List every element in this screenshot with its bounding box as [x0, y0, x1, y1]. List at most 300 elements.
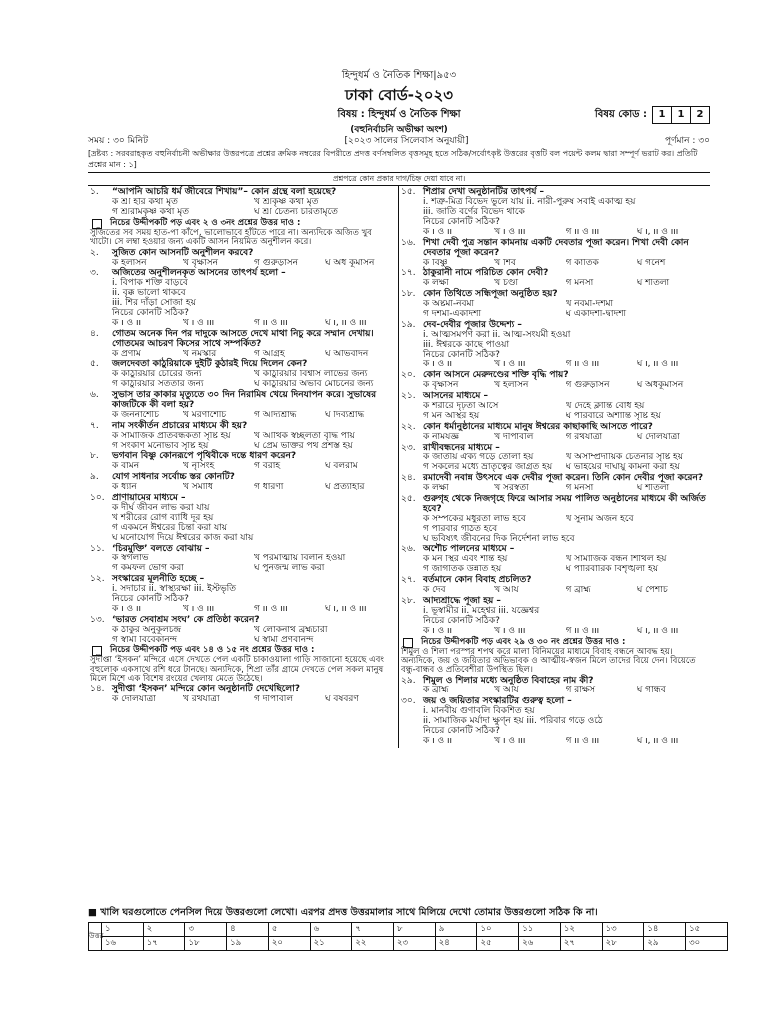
- answer-option[interactable]: [566, 525, 709, 535]
- answer-option[interactable]: ক দোলযাত্রা: [112, 695, 156, 705]
- option-row: [401, 484, 708, 494]
- answer-option[interactable]: খ লোকনাথ ব্রহ্মচারী: [254, 625, 328, 635]
- answer-option[interactable]: খ দীপাবলি: [494, 432, 534, 442]
- answer-option[interactable]: ক বামন: [112, 462, 140, 472]
- answer-option[interactable]: ঘ শীতলা: [636, 279, 670, 289]
- answer-option[interactable]: খ নমস্কার: [183, 349, 217, 359]
- answer-option[interactable]: ঘ পরিবারে অশান্তি সৃষ্টি হয়: [565, 411, 661, 421]
- question-text: সুভাস তার কাকার মৃত্যুতে ৩০ দিন নিরামিষ খেয়ে দিনযাপন করে। সুভাষের কাজটিকে কী বলা হয়?: [112, 390, 377, 411]
- statement-line: i. শত্রু-মিত্র বিভেদ ভুলে যায় ii. নারী-পুরুষ সবাই একাত্ম হয়: [423, 197, 636, 208]
- answer-cell[interactable]: ২৫: [477, 937, 519, 951]
- answer-cell[interactable]: ৯: [435, 923, 477, 937]
- question-number: ২৪.: [401, 473, 416, 484]
- question-number: ১৬.: [401, 237, 416, 248]
- answer-cell[interactable]: ১০: [477, 923, 519, 937]
- board-title: ঢাকা বোর্ড-২০২৩: [345, 86, 453, 104]
- option-row: [401, 259, 708, 269]
- answer-cell[interactable]: ২৭: [560, 937, 602, 951]
- answer-cell[interactable]: ২৮: [602, 937, 644, 951]
- stimulus-heading-text: নিচের উদ্দীপকটি পড় এবং ১৪ ও ১৫ নং প্রশ্নের উত্তর দাও :: [110, 645, 315, 656]
- answer-option[interactable]: ক i ও ii: [423, 227, 453, 237]
- question-number: ২৩.: [401, 442, 416, 453]
- question-text: নাম সংকীর্তন প্রচারের মাধ্যমে কী হয়?: [112, 420, 248, 431]
- answer-option[interactable]: গ ধারণা: [254, 483, 284, 493]
- answer-option[interactable]: ঘ i, ii ও iii: [636, 227, 679, 237]
- answer-option[interactable]: ঘ কাঠুরিয়ার অভাব মোচনের জন্য: [254, 380, 374, 390]
- answer-option[interactable]: ক ব্রাহ্ম: [423, 686, 449, 696]
- answer-option[interactable]: ক লক্ষী: [423, 279, 449, 289]
- answer-row: [89, 937, 728, 951]
- notice-text: প্রশ্নপত্রে কোন প্রকার দাগ/চিহ্ন দেয়া যাবে না।: [332, 174, 466, 184]
- answer-option[interactable]: ক প্রণাম: [112, 349, 141, 359]
- book-header: হিন্দুধর্ম ও নৈতিক শিক্ষা|৯৫৩: [341, 70, 457, 81]
- statement-line: i. ভূস্বামীর ii. মহেশ্বর iii. যজ্ঞেশ্বর: [423, 605, 540, 616]
- answer-cell[interactable]: ১৬: [102, 937, 144, 951]
- statement-line: i. বিপাক শক্তি বাড়বে: [112, 278, 188, 289]
- answer-option[interactable]: খ অসাম্প্রদায়িক চেতনার সৃষ্টি হয়: [565, 453, 684, 463]
- option-row: [401, 433, 708, 443]
- option-row: [90, 483, 396, 493]
- option-grid: [90, 432, 396, 452]
- question-number: ১৪.: [90, 684, 105, 695]
- answer-option[interactable]: ক বিষ্ণু: [423, 258, 448, 268]
- answer-cell[interactable]: ২১: [310, 937, 352, 951]
- answer-option[interactable]: খ আর্য: [494, 686, 519, 696]
- answer-option[interactable]: ঘ অর্ধ কূর্মাসন: [325, 258, 375, 268]
- answer-option[interactable]: গ পরিবার গঠিত হবে: [423, 524, 498, 534]
- question-number: ৭.: [90, 420, 99, 431]
- question-number: ২২.: [401, 421, 416, 432]
- answer-option[interactable]: গ দীপাবলি: [254, 695, 294, 705]
- answer-cell[interactable]: ১১: [519, 923, 561, 937]
- answer-label: উত্তর: [89, 923, 102, 951]
- answer-option[interactable]: খ মরণাশৌচ: [183, 410, 227, 420]
- answer-option[interactable]: গ মন অস্থির হয়: [423, 411, 480, 421]
- answer-option[interactable]: গ শ্রীরামকৃষ্ণ কথা মৃত: [112, 208, 190, 218]
- statement-line: ঘ ভবিষ্যৎ জীবনের দিক নির্দেশনা লাভ হবে: [423, 533, 575, 544]
- question-number: ৪.: [90, 328, 99, 339]
- answer-option[interactable]: ক সম্পর্কের মধুরতা লাভ হবে: [423, 514, 526, 524]
- statement-line: i. সদাচার ii. স্বাস্থ্যরক্ষা iii. ইস্টভৃতি: [112, 584, 236, 595]
- answer-cell[interactable]: ২: [143, 923, 185, 937]
- question-text: সুজিত কোন আসনটি অনুশীলন করবে?: [112, 247, 254, 258]
- syllabus-text: [২০২৩ সালের সিলেবাস অনুযায়ী]: [344, 136, 469, 147]
- answer-option[interactable]: খ সরস্বতী: [494, 484, 529, 494]
- question-item: [90, 330, 396, 350]
- stimulus-body: শিমুল ও শিলা পরস্পর শপথ করে মালা বিনিময়ের মাধ্যমে বিবাহ বন্ধনে আবদ্ধ হয়। অন্যদিকে, জয় ও জয়িতার অভিভাবক ও আত্মীয়-স্বজন মিলে তাদের বিয়ে দেন। বিয়েতে বন্ধু-বান্ধব ও প্রতিবেশীরা উপস্থিত ছিল।: [401, 646, 696, 676]
- answer-option[interactable]: ক নামযজ্ঞ: [423, 432, 459, 442]
- answer-option[interactable]: খ রথযাত্রা: [183, 695, 220, 705]
- answer-option[interactable]: ঘ শ্রী চৈতন্য চরিতামৃতে: [254, 208, 338, 218]
- question-item: [90, 188, 396, 198]
- answer-option[interactable]: ঘ দোলযাত্রা: [636, 432, 680, 442]
- question-text: কোন ধর্মানুষ্ঠানের মাধ্যমে মানুষ ঈশ্বরের কাছাকাছি আসতে পারে?: [423, 421, 653, 432]
- time-text: সময় : ৩০ মিনিট: [88, 136, 148, 147]
- answer-option[interactable]: ঘ i, ii ও iii: [325, 604, 367, 614]
- answer-option[interactable]: ক জননাশৌচ: [112, 410, 159, 420]
- statement-line: iii. ঈশ্বরকে কাছে পাওয়া: [423, 339, 510, 350]
- sub-question: নিচের কোনটি সঠিক?: [423, 349, 500, 360]
- answer-option[interactable]: ক লক্ষী: [423, 484, 449, 494]
- answer-option[interactable]: গ ii ও iii: [565, 626, 600, 636]
- answer-option[interactable]: খ আর্য: [494, 586, 519, 596]
- answer-cell[interactable]: ১৩: [602, 923, 644, 937]
- code-digit: 1: [652, 106, 672, 124]
- answer-option[interactable]: খ i ও iii: [494, 360, 526, 370]
- option-row: [90, 411, 396, 421]
- answer-cell[interactable]: ৩: [185, 923, 227, 937]
- answer-option[interactable]: খ নবমী-দশমী: [565, 300, 614, 310]
- answer-option[interactable]: ক স্বর্গলাভ: [112, 554, 149, 564]
- exam-page: [88, 62, 710, 748]
- option-row: [401, 627, 708, 637]
- answer-option[interactable]: ক i ও ii: [423, 736, 453, 746]
- answer-table: [88, 922, 728, 951]
- instruction-text: [দ্রষ্টব্য : সরবরাহকৃত বহুনির্বাচনী অভীক্ষার উত্তরপত্রে প্রশ্নের ক্রমিক নম্বরের বিপরীতে প্রদত্ত বর্ণসম্বলিত বৃত্তসমূহ হতে সঠিক/সর্বোৎকৃষ্ট উত্তরের বৃত্তটি বল পয়েন্ট কলম দ্বারা সম্পূর্ণ ভরাট কর। প্রতিটি প্রশ্নের মান : ১]: [88, 149, 710, 173]
- question-item: [90, 685, 396, 695]
- answer-option[interactable]: ঘ i, ii ও iii: [636, 626, 679, 636]
- answer-option[interactable]: ঘ স্বামী প্রণবানন্দ: [254, 635, 314, 645]
- answer-option[interactable]: গ কর্মফল ভোগ করা: [112, 564, 184, 574]
- question-text: বর্তমানে কোন বিবাহ প্রচলিত?: [423, 575, 532, 586]
- answer-option[interactable]: ঘ পুনর্জন্ম লাভ করা: [254, 564, 325, 574]
- statement-line: ii. সামাজিক মর্যাদা ক্ষুণ্ন হয় iii. পরিবার গড়ে ওঠে: [423, 716, 603, 727]
- answer-cell[interactable]: ৬: [310, 923, 352, 937]
- question-number: ১৯.: [401, 319, 416, 330]
- answer-option[interactable]: ঘ দিব্যশ্রাদ্ধ: [325, 410, 365, 420]
- sub-question: নিচের কোনটি সঠিক?: [423, 615, 500, 626]
- answer-option[interactable]: ক অষ্টমী-নবমী: [423, 300, 475, 310]
- option-row: [401, 737, 708, 747]
- answer-option[interactable]: ঘ i, ii ও iii: [636, 736, 679, 746]
- question-text: কোন আসনে মেরুদণ্ডের শক্তি বৃদ্ধি পায়?: [423, 370, 569, 381]
- answer-option[interactable]: খ পরমাত্মায় বিলীন হওয়া: [254, 554, 346, 564]
- answer-cell[interactable]: ১২: [560, 923, 602, 937]
- stimulus-body: সুদীপ্তা ‘ইসকন’ মন্দিরে এসে দেখতে পেল একটি চাকাওয়ালা গাড়ি সাজানো হয়েছে এবং বহুলোক একসাথে রশি ধরে টানছে। অন্যদিকে, শিপ্রা তাঁর গ্রামে দেখতে পেল সকল মানুষ মিলে মিশে এক বিশেষ রংয়ের খেলায় মেতে উঠেছে।: [90, 655, 384, 685]
- question-text: “আপনি আচরি ধর্ম জীবেরে শিখায়”– কোন গ্রন্থে বলা হয়েছে?: [112, 187, 337, 198]
- answer-option[interactable]: ঘ প্রেম ভক্তির পথ প্রশস্ত হয়: [254, 441, 353, 451]
- question-text: সংস্কারের মূলনীতি হচ্ছে –: [112, 574, 205, 585]
- answer-option[interactable]: ঘ বলরাম: [325, 462, 358, 472]
- answer-cell[interactable]: ২০: [268, 937, 310, 951]
- answer-option[interactable]: ঘ পারিবারিক বিশৃঙ্খলা হয়: [565, 565, 659, 575]
- question-text: সুদীপ্তা ‘ইসকন’ মন্দিরে কোন অনুষ্ঠানটি দেখেছিলো?: [112, 684, 300, 695]
- answer-option[interactable]: খ বৃক্ষাসন: [183, 258, 218, 268]
- answer-option[interactable]: গ সকলের মধ্যে ভ্রাতৃত্বের জাগ্রত হয়: [423, 463, 553, 473]
- answer-cell[interactable]: ৭: [352, 923, 394, 937]
- answer-option[interactable]: ঘ গান্ধর্ব: [636, 686, 666, 696]
- statement-line: i. আত্মসমর্পণ করা ii. আত্ম-সংযমী হওয়া: [423, 329, 571, 340]
- statement-line: iii. জাতি বর্ণের বিভেদ থাকে: [423, 207, 525, 218]
- question-text: কোন তিথিতে সন্ধিপূজা অনুষ্ঠিত হয়?: [423, 289, 558, 300]
- answer-cell[interactable]: ১: [102, 923, 144, 937]
- statement-line: i. মানবীয় গুণাবলি বিকশিত হয়: [423, 706, 535, 717]
- statement-line: খ শরীরের রোগ ব্যাধি দূর হয়: [112, 512, 214, 523]
- answer-option[interactable]: গ কাঠুরিয়ার সততার জন্য: [112, 380, 204, 390]
- answer-option[interactable]: ঘ ভাইয়ের দীর্ঘায়ু কামনা করা হয়: [565, 463, 680, 473]
- answer-cell[interactable]: ১৮: [185, 937, 227, 951]
- statement-line: iii. শির দাঁড়া সোজা হয়: [112, 298, 196, 309]
- question-text: যোগ সাধনার সর্বোচ্চ স্তর কোনটি?: [112, 472, 235, 483]
- answer-option[interactable]: ক হলাসন: [112, 258, 147, 268]
- answer-cell[interactable]: ২৩: [394, 937, 436, 951]
- answer-cell[interactable]: ১৭: [143, 937, 185, 951]
- answer-option[interactable]: গ স্বামী বিবেকানন্দ: [112, 635, 177, 645]
- answer-option[interactable]: খ আর্থিক স্বচ্ছলতা বৃদ্ধি পায়: [254, 431, 355, 441]
- question-number: ৬.: [90, 390, 99, 401]
- question-text: গুরুগৃহ থেকে নিজগৃহে ফিরে আসার সময় পালিত অনুষ্ঠানের মাধ্যমে কী অর্জিত হবে?: [423, 494, 706, 514]
- question-number: ২.: [90, 247, 99, 258]
- answer-row: [89, 923, 728, 937]
- answer-option[interactable]: খ শিব: [494, 258, 516, 268]
- question-text: অজিতের অনুশীলনকৃত আসনের তাৎপর্য হলো –: [112, 268, 286, 279]
- answer-option[interactable]: ক বৃক্ষাসন: [423, 381, 459, 391]
- answer-option[interactable]: গ আগ্রহ: [254, 349, 285, 359]
- option-grid: [90, 198, 396, 218]
- question-item: [401, 576, 708, 586]
- answer-option[interactable]: খ হলাসন: [494, 381, 529, 391]
- stimulus-heading: [401, 638, 708, 648]
- option-grid: [90, 626, 396, 646]
- question-item: [401, 444, 708, 454]
- answer-option[interactable]: গ ii ও iii: [565, 736, 600, 746]
- question-number: ৩০.: [401, 696, 416, 707]
- question-item: [90, 360, 396, 370]
- question-text: অশৌচ পালনের মাধ্যমে –: [423, 544, 515, 555]
- option-row: [401, 381, 708, 391]
- answer-option[interactable]: ঘ একাদশী-দ্বাদশী: [565, 310, 627, 319]
- answer-cell[interactable]: ৪: [227, 923, 269, 937]
- answer-option[interactable]: ঘ পৈশাচ: [636, 586, 668, 596]
- option-row: [401, 228, 708, 238]
- answer-option[interactable]: গ রাক্ষস: [565, 686, 596, 696]
- answer-note: ■ খালি ঘরগুলোতে পেনসিল দিয়ে উত্তরগুলো লেখো। এরপর প্রদত্ত উত্তরমালার সাথে মিলিয়ে দেখো তোমার উত্তরগুলো সঠিক কি না।: [88, 907, 598, 918]
- question-item: [90, 452, 396, 462]
- question-number: ২৭.: [401, 575, 416, 586]
- option-row: [90, 259, 396, 269]
- answer-option[interactable]: ক ঠাকুর অনুকূলচন্দ্র: [112, 625, 181, 635]
- answer-option[interactable]: গ বরাহ: [254, 462, 281, 472]
- answer-option[interactable]: ক মন স্থির এবং শান্ত হয়: [423, 555, 508, 565]
- question-item: [401, 269, 708, 279]
- question-item: [90, 545, 396, 555]
- answer-option[interactable]: ঘ প্রত্যাহার: [325, 483, 365, 493]
- question-item: [90, 473, 396, 483]
- question-item: [401, 677, 708, 687]
- question-number: ২০.: [401, 370, 416, 381]
- question-number: ১৩.: [90, 614, 105, 625]
- answer-option[interactable]: ক শরীরে দৃঢ়তা আসে: [423, 402, 499, 412]
- question-item: [401, 371, 708, 381]
- question-number: ১১.: [90, 543, 105, 554]
- answer-option[interactable]: গ ii ও iii: [565, 227, 600, 237]
- question-text: ভগবান বিষ্ণু কোনরূপে পৃথিবীকে দন্তে ধারণ করেন?: [112, 451, 297, 462]
- stimulus-passage: [90, 219, 396, 248]
- option-row: [401, 360, 708, 370]
- question-number: ১৮.: [401, 289, 416, 300]
- answer-option[interactable]: ঘ গনেশ: [636, 258, 666, 268]
- question-number: ৯.: [90, 472, 99, 483]
- answer-cell[interactable]: ২৪: [435, 937, 477, 951]
- marks-text: পূর্ণমান : ৩০: [665, 136, 710, 147]
- statement-line: ঘ মনোযোগ দিয়ে ঈশ্বরের কাজ করা যায়: [112, 532, 254, 543]
- question-text: ‘চিরমুক্তি’ বলতে বোঝায় –: [112, 543, 210, 554]
- question-text: শিমুল ও শিলার মধ্যে অনুষ্ঠিত বিবাহের নাম কী?: [423, 675, 594, 686]
- option-grid: [90, 370, 396, 390]
- answer-option[interactable]: ক জাতীয় ঐক্য গড়ে তোলা হয়: [423, 453, 534, 463]
- answer-grid: [88, 922, 728, 951]
- subject-row: [88, 106, 710, 124]
- answer-option[interactable]: ক i ও ii: [112, 604, 142, 614]
- answer-option[interactable]: ক কাঠুরিয়ার চোরের জন্য: [112, 370, 202, 380]
- sub-question: নিচের কোনটি সঠিক?: [112, 593, 189, 604]
- answer-option[interactable]: খ i ও iii: [494, 626, 526, 636]
- answer-option[interactable]: গ গুরুড়াসন: [565, 381, 610, 391]
- question-text: শিখা দেবী পুত্র সন্তান কামনায় একটি দেবতার পূজা করেন। শিখা দেবী কোন দেবতার পূজা করেন?: [423, 237, 689, 258]
- question-number: ৮.: [90, 451, 99, 462]
- answer-option[interactable]: ক i ও ii: [112, 318, 142, 328]
- answer-cell[interactable]: ৮: [394, 923, 436, 937]
- answer-option[interactable]: গ কার্তিক: [565, 258, 599, 268]
- answer-option[interactable]: গ জাগতিক উন্নতি হয়: [423, 565, 502, 575]
- answer-option[interactable]: খ i ও iii: [494, 736, 526, 746]
- answer-option[interactable]: ক i ও ii: [423, 626, 453, 636]
- answer-cell[interactable]: ১৯: [227, 937, 269, 951]
- mcq-tag: (বহুনির্বাচনি অভীক্ষা অংশ): [350, 124, 448, 135]
- answer-option[interactable]: ঘ অর্ধকূর্মাসন: [636, 381, 684, 391]
- question-item: [401, 423, 708, 433]
- question-item: [401, 239, 708, 259]
- subject-code-box: [595, 106, 710, 124]
- answer-cell[interactable]: ২৯: [644, 937, 686, 951]
- stimulus-passage: [90, 646, 396, 684]
- answer-option[interactable]: খ সুনাম অর্জন হবে: [565, 514, 634, 524]
- answer-option[interactable]: খ সামাজিক বন্ধন শিথিল হয়: [565, 555, 667, 565]
- stimulus-passage: [401, 638, 708, 676]
- answer-option[interactable]: খ শ্রীকৃষ্ণ কথা মৃত: [254, 198, 319, 208]
- answer-option[interactable]: ঘ i, ii ও iii: [325, 318, 367, 328]
- answer-option[interactable]: গ রথযাত্রা: [565, 432, 603, 442]
- question-text: শিপ্রার দেখা অনুষ্ঠানটির তাৎপর্য –: [423, 187, 545, 198]
- question-text: ঠাকুরানী নামে পরিচিত কোন দেবী?: [423, 268, 549, 279]
- answer-option[interactable]: গ ii ও iii: [565, 360, 600, 370]
- answer-option[interactable]: খ চণ্ডী: [494, 279, 519, 289]
- question-item: [90, 422, 396, 432]
- sub-question: নিচের কোনটি সঠিক?: [112, 308, 189, 319]
- option-row: [90, 695, 396, 705]
- answer-option[interactable]: গ সংকীর্ণ মনোভাব সৃষ্টি হয়: [112, 441, 209, 451]
- answer-option[interactable]: খ i ও iii: [183, 318, 215, 328]
- statement-line: গ একমনে ঈশ্বরের চিন্তা করা যায়: [112, 522, 228, 533]
- answer-option[interactable]: খ i ও iii: [494, 227, 526, 237]
- left-column: [88, 186, 399, 747]
- option-row: [90, 605, 396, 615]
- answer-option[interactable]: গ মনসা: [565, 484, 594, 494]
- answer-option[interactable]: খ সমাধি: [183, 483, 213, 493]
- question-item: [90, 616, 396, 626]
- sub-question: নিচের কোনটি সঠিক?: [423, 725, 500, 736]
- stimulus-body: সুজিতের সব সময় হাত-পা কাঁপে, ভালোভাবে হাঁটতে পারে না। অন্যদিকে অজিত খুব খাটো। সে লম্বা হওয়ার জন্য একটি আসন নিয়মিত অনুশীলন করে।: [90, 227, 372, 248]
- question-number: ১০.: [90, 493, 105, 504]
- answer-option[interactable]: ঘ বর্ষবরণ: [325, 695, 359, 705]
- answer-option[interactable]: গ ii ও iii: [254, 604, 288, 614]
- question-text: রাখীবন্ধনের মাধ্যমে –: [423, 442, 500, 453]
- answer-option[interactable]: গ ii ও iii: [254, 318, 288, 328]
- answer-cell[interactable]: ২৬: [519, 937, 561, 951]
- question-text: জলদেবতা কাঠুরিয়াকে দুইটি কুঠারই দিয়ে দিলেন কেন?: [112, 359, 308, 370]
- question-item: [90, 391, 396, 411]
- answer-cell[interactable]: ৩০: [686, 937, 728, 951]
- answer-option[interactable]: গ আদ্যশ্রাদ্ধ: [254, 410, 297, 420]
- answer-cell[interactable]: ১৫: [686, 923, 728, 937]
- answer-option[interactable]: ঘ শীতলা: [636, 484, 670, 494]
- question-item: [401, 545, 708, 555]
- answer-option[interactable]: গ গুরুড়াসন: [254, 258, 298, 268]
- answer-option[interactable]: ক শ্রী হরি কথা মৃত: [112, 198, 178, 208]
- option-row: [401, 586, 708, 596]
- question-item: [401, 495, 708, 515]
- answer-option[interactable]: খ নৃসিংহ: [183, 462, 215, 472]
- stimulus-heading-text: নিচের উদ্দীপকটি পড় এবং ২৯ ও ৩০ নং প্রশ্নের উত্তর দাও :: [421, 636, 626, 647]
- answer-option[interactable]: ক i ও ii: [423, 360, 453, 370]
- option-grid: [401, 515, 708, 535]
- stimulus-heading-text: নিচের উদ্দীপকটি পড় এবং ২ ও ৩নং প্রশ্নের উত্তর দাও :: [110, 217, 301, 228]
- subject-code-label: বিষয় কোড :: [594, 109, 647, 120]
- answer-option[interactable]: খ i ও iii: [183, 604, 215, 614]
- answer-option[interactable]: গ মনসা: [565, 279, 594, 289]
- question-columns: [88, 185, 710, 747]
- answer-option[interactable]: গ ব্রাহ্ম: [565, 586, 591, 596]
- subject-title: বিষয় : হিন্দুধর্ম ও নৈতিক শিক্ষা: [337, 108, 461, 120]
- option-row: [401, 279, 708, 289]
- question-item: [401, 392, 708, 402]
- statement-line: ii. বৃক্ক ভালো থাকবে: [112, 288, 186, 299]
- question-text: গোতম অনেক দিন পর দাদুকে আসতে দেখে মাথা নিচু করে সম্মান দেখায়। গোতমের আচরণ কিসের সাথে সম্পর্কিত?: [112, 328, 374, 349]
- option-grid: [90, 554, 396, 574]
- answer-option[interactable]: ক সামাজিক প্রতিবন্ধকতা সৃষ্টি হয়: [112, 431, 231, 441]
- answer-cell[interactable]: ২২: [352, 937, 394, 951]
- question-text: আদ্যশ্রাদ্ধে পূজা হয় –: [423, 595, 501, 606]
- question-text: জয় ও জয়িতার সংস্কারটির গুরুত্ব হলো –: [423, 696, 572, 707]
- question-item: [401, 290, 708, 300]
- answer-option[interactable]: ঘ i, ii ও iii: [636, 360, 679, 370]
- answer-option[interactable]: খ দেহে ক্লান্তি বোধ হয়: [565, 402, 645, 412]
- question-item: [401, 474, 708, 484]
- question-number: ২১.: [401, 391, 416, 402]
- question-number: ২৬.: [401, 544, 416, 555]
- answer-option[interactable]: ঘ অভিবাদন: [325, 349, 369, 359]
- question-text: দেব-দেবীর পূজার উদ্দেশ্য –: [423, 319, 522, 330]
- question-number: ১৫.: [401, 187, 416, 198]
- question-text: প্রাণায়ামের মাধ্যমে –: [112, 493, 186, 504]
- option-row: [90, 462, 396, 472]
- answer-option[interactable]: ক ধ্যান: [112, 483, 137, 493]
- code-digit: 1: [671, 106, 691, 124]
- answer-cell[interactable]: ৫: [268, 923, 310, 937]
- square-bullet-icon: [403, 638, 413, 648]
- question-number: ২৫.: [401, 494, 416, 505]
- answer-option[interactable]: ক দৈব: [423, 586, 446, 596]
- answer-cell[interactable]: ১৪: [644, 923, 686, 937]
- answer-option[interactable]: খ কাঠুরিয়ার বিশ্বাস লাভের জন্য: [254, 370, 368, 380]
- question-number: ৩.: [90, 268, 99, 279]
- option-row: [90, 350, 396, 360]
- answer-option[interactable]: গ দশমী-একাদশী: [423, 310, 482, 319]
- right-column: [399, 186, 710, 747]
- option-grid: [401, 402, 708, 422]
- question-number: ১.: [90, 187, 99, 198]
- sub-question: নিচের কোনটি সঠিক?: [423, 216, 500, 227]
